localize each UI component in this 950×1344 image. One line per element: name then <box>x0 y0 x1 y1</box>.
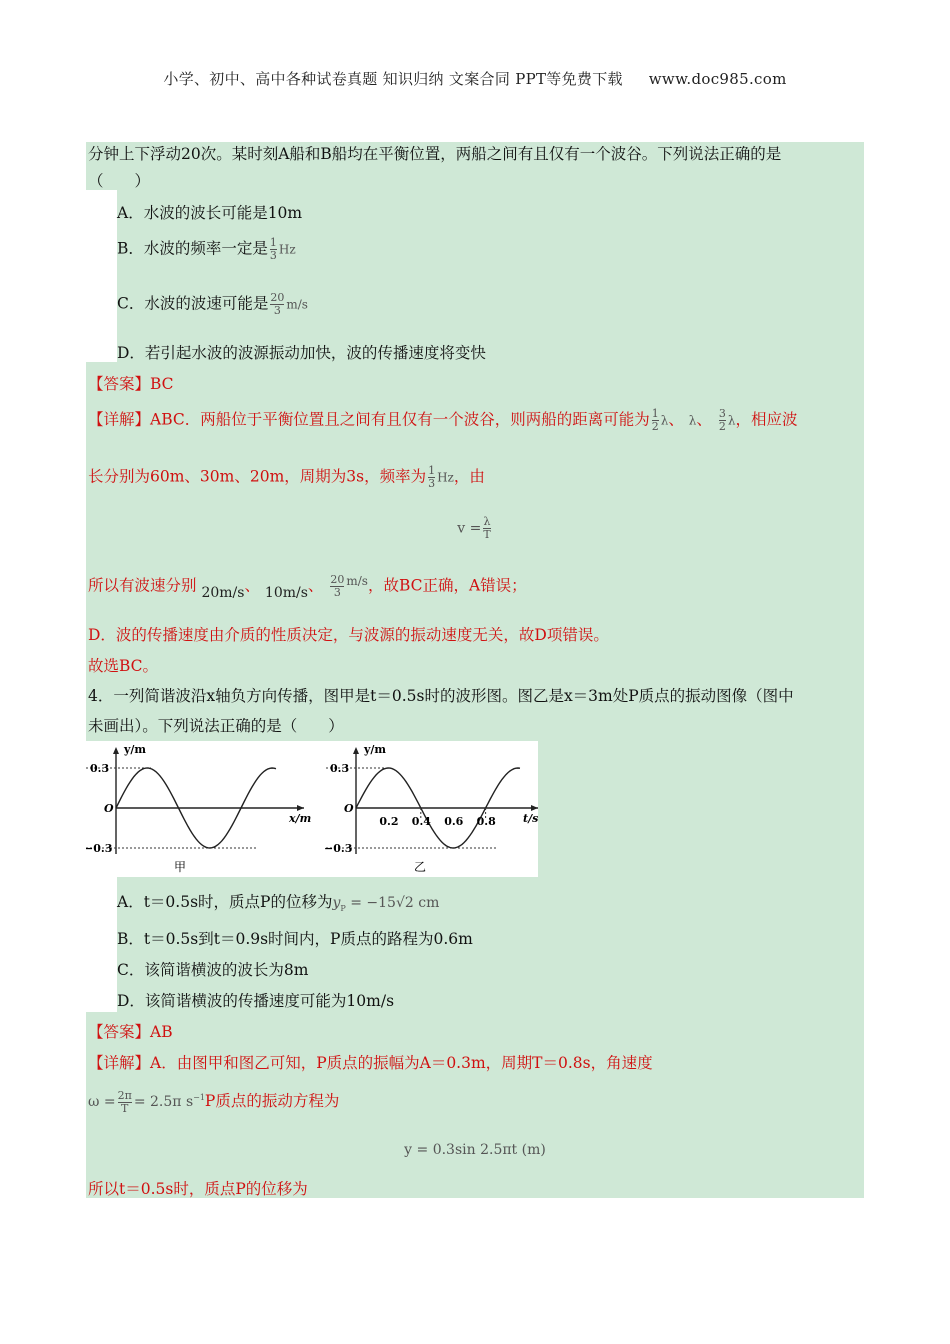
q4-omega-line: ω = $\frac{2\pi}{T}$ = 2.5π $s^{-1}P$质点的振动方程为 <box>88 1088 340 1115</box>
y-tick-label: −0.3 <box>86 842 113 855</box>
header-text: 小学、初中、高中各种试卷真题 知识归纳 文案合同 PPT等免费下载 <box>163 70 623 88</box>
q3-conclusion: 故选BC。 <box>88 657 159 675</box>
q4-option-b: B．t＝0.5s到t＝0.9s时间内，P质点的路程为0.6m <box>117 930 473 948</box>
q4-detail-1: 【详解】A．由图甲和图乙可知，P质点的振幅为A＝0.3m，周期T＝0.8s，角速度 <box>88 1054 653 1072</box>
q4-option-a: A．t＝0.5s时，质点P的位移为$y_P = -15√2$ cm <box>117 893 440 913</box>
chart-title: 乙 <box>414 860 427 874</box>
chart-yi <box>324 743 538 874</box>
q3-detail-d: D．波的传播速度由介质的性质决定，与波源的振动速度无关，故D项错误。 <box>88 626 609 644</box>
chart-title: 甲 <box>174 860 187 874</box>
x-tick-label: 0.6 <box>444 815 464 828</box>
q4-line1: 4．一列简谐波沿x轴负方向传播，图甲是t＝0.5s时的波形图。图乙是x＝3m处P质点的振动图像（图中 <box>88 687 794 705</box>
q4-line2: 未画出）。下列说法正确的是（ ） <box>88 717 344 735</box>
q3-line1: 分钟上下浮动20次。某时刻A船和B船均在平衡位置，两船之间有且仅有一个波谷。下列说法正确的是 <box>88 145 782 163</box>
y-axis-label: y/m <box>364 743 387 756</box>
wave-charts-svg <box>86 741 538 877</box>
q4-detail-3: 所以t＝0.5s时，质点P的位移为 <box>88 1180 308 1198</box>
q3-line2: （ ） <box>88 172 151 190</box>
x-axis-label: x/m <box>289 812 312 825</box>
y-tick-label: O <box>344 802 354 815</box>
x-axis-arrow <box>531 805 538 811</box>
q3-detail-1: 【详解】ABC．两船位于平衡位置且之间有且仅有一个波谷，则两船的距离可能为 $\frac{1}{2}$ λ、 λ、 $\frac{3}{2}$ λ，相应波 <box>88 407 798 433</box>
q4-option-c: C．该简谐横波的波长为8m <box>117 961 309 979</box>
y-tick-label: −0.3 <box>324 842 353 855</box>
x-tick-label: 0.2 <box>379 815 399 828</box>
q3-detail-2: 长分别为60m、30m、20m，周期为3s，频率为 $\frac{1}{3}$ Hz，由 <box>88 464 485 490</box>
q3-formula: v = $\frac{\lambda}{T}$ <box>457 515 491 541</box>
highlight-band <box>538 742 864 877</box>
y-tick-label: 0.3 <box>330 762 350 775</box>
x-axis-label: t/s <box>523 812 538 825</box>
q3-speeds: 所以有波速分别 20m/s、 10m/s、 $\frac{20}{3}$ $^{m/s}$，故BC正确，A错误； <box>88 573 527 601</box>
x-tick-label: 0.4 <box>411 815 431 828</box>
q3-option-d: D．若引起水波的波源振动加快，波的传播速度将变快 <box>117 344 486 362</box>
q3-option-b: B．水波的频率一定是 $\frac{1}{3}$ Hz <box>117 236 296 262</box>
q3-option-a: A．水波的波长可能是10m <box>117 204 303 222</box>
q3-answer: 【答案】BC <box>88 375 174 393</box>
chart-jia <box>86 743 311 874</box>
q4-equation: y = 0.3sin 2.5πt (m) <box>404 1142 546 1158</box>
header-site: www.doc985.com <box>648 70 787 88</box>
q4-option-d: D．该简谐横波的传播速度可能为10m/s <box>117 992 395 1010</box>
x-tick-label: 0.8 <box>476 815 496 828</box>
q4-answer: 【答案】AB <box>88 1023 173 1041</box>
x-axis-arrow <box>297 805 304 811</box>
y-axis-label: y/m <box>124 743 147 756</box>
y-axis-arrow <box>353 747 359 754</box>
y-tick-label: 0.3 <box>90 762 110 775</box>
wave-figures <box>86 741 538 877</box>
y-axis-arrow <box>113 747 119 754</box>
y-tick-label: O <box>104 802 114 815</box>
page-header <box>0 68 950 89</box>
q3-option-c: C．水波的波速可能是 $\frac{20}{3}$ m/s <box>117 291 308 317</box>
